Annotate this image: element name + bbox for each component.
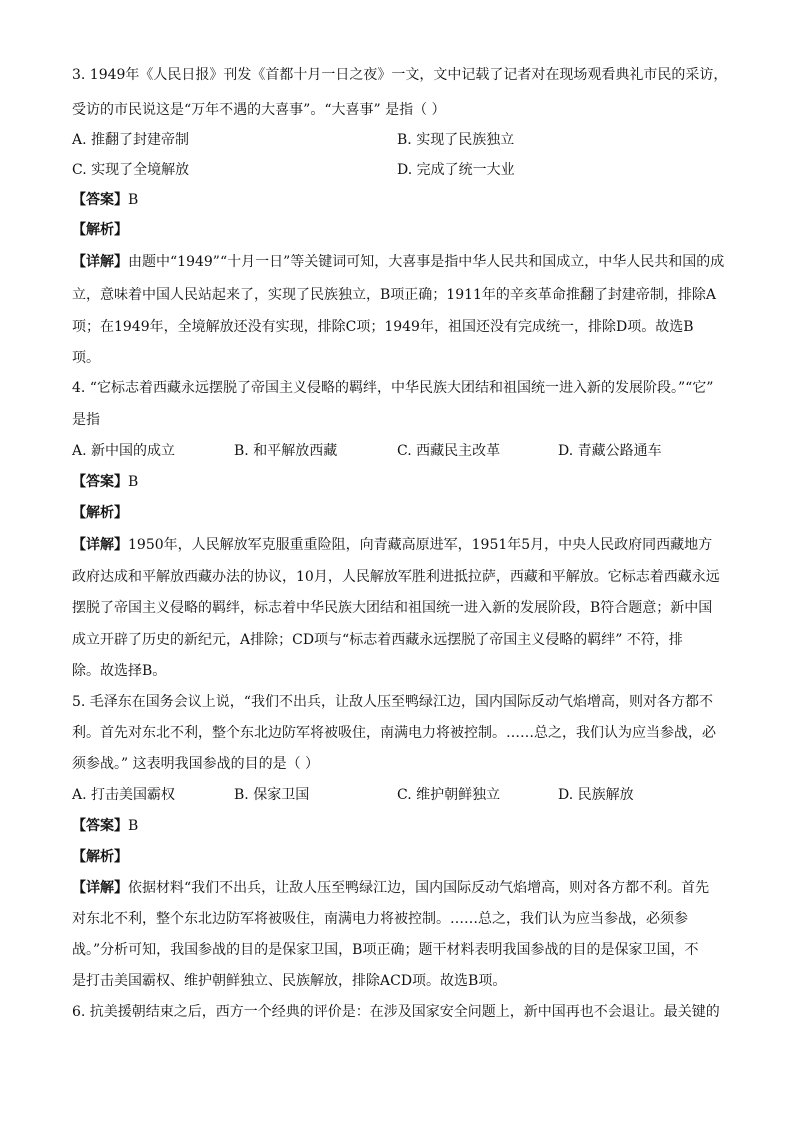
detail-text: 依据材料“我们不出兵，让敌人压至鸭绿江边，国内国际反动气焰增高，则对各方都不利。首先: [128, 880, 710, 896]
answer-value: B: [128, 474, 139, 490]
answer-tag: 【答案】: [72, 818, 128, 834]
q3-analysis-tag: [72, 220, 724, 240]
q5-answer: [72, 816, 724, 836]
q3-answer: [72, 190, 724, 210]
q4-detail-line-5: 除。故选择B。: [72, 663, 167, 679]
q5-analysis-tag: [72, 847, 724, 867]
q4-option-a: A. 新中国的成立: [72, 443, 176, 459]
q5-stem-line-1: 5. 毛泽东在国务会议上说，“我们不出兵，让敌人压至鸭绿江边，国内国际反动气焰增高，则对各方都不: [72, 694, 713, 710]
q3-option-b: B. 实现了民族独立: [397, 132, 515, 148]
q5-stem-line-3: 须参战。” 这表明我国参战的目的是（ ）: [72, 756, 320, 772]
detail-tag: 【详解】: [72, 880, 128, 896]
q5-option-b: B. 保家卫国: [234, 787, 310, 803]
q3-option-a: A. 推翻了封建帝制: [72, 132, 190, 148]
q4-answer: [72, 472, 724, 492]
q3-stem-line-2: 受访的市民说这是“万年不遇的大喜事”。“大喜事” 是指（ ）: [72, 102, 446, 118]
q4-stem-line-2: 是指: [72, 412, 100, 428]
q3-option-d: D. 完成了统一大业: [397, 162, 515, 178]
q3-stem-line-1: 3. 1949年《人民日报》刊发《首都十月一日之夜》一文，文中记载了记者对在现场观看典礼市民的采访，: [72, 67, 728, 83]
q5-detail-line-2: 对东北不利，整个东北边防军将被吸住，南满电力将被控制。……总之，我们认为应当参战，必须参: [72, 911, 688, 927]
q5-stem-line-2: 利。首先对东北不利，整个东北边防军将被吸住，南满电力将被控制。……总之，我们认为应当参战，必: [72, 725, 716, 741]
q4-detail-line-1: [72, 535, 724, 555]
answer-value: B: [128, 192, 139, 208]
detail-tag: 【详解】: [72, 537, 128, 553]
answer-value: B: [128, 818, 139, 834]
analysis-tag: 【解析】: [72, 505, 128, 521]
detail-tag: 【详解】: [72, 254, 128, 270]
q5-option-a: A. 打击美国霸权: [72, 787, 176, 803]
q3-detail-line-3: 项；在1949年，全境解放还没有实现，排除C项；1949年，祖国还没有完成统一，排除D项。故选B: [72, 319, 694, 335]
answer-tag: 【答案】: [72, 192, 128, 208]
q6-stem-line-1: 6. 抗美援朝结束之后，西方一个经典的评价是：在涉及国家安全问题上，新中国再也不会退让。最关键的: [72, 1004, 720, 1020]
q3-detail-line-1: [72, 252, 724, 272]
q4-option-d: D. 青藏公路通车: [558, 443, 662, 459]
q5-detail-line-4: 是打击美国霸权、维护朝鲜独立、民族解放，排除ACD项。故选B项。: [72, 973, 507, 989]
q5-option-d: D. 民族解放: [558, 787, 634, 803]
q3-detail-line-2: 立，意味着中国人民站起来了，实现了民族独立，B项正确；1911年的辛亥革命推翻了封建帝制，排除A: [72, 287, 717, 303]
q5-detail-line-3: 战。”分析可知，我国参战的目的是保家卫国，B项正确；题干材料表明我国参战的目的是保家卫国，不: [72, 942, 699, 958]
q4-detail-line-4: 成立开辟了历史的新纪元，A排除；CD项与“标志着西藏永远摆脱了帝国主义侵略的羁绊” 不符，排: [72, 632, 683, 648]
q4-analysis-tag: [72, 503, 724, 523]
q4-detail-line-3: 摆脱了帝国主义侵略的羁绊，标志着中华民族大团结和祖国统一进入新的发展阶段，B符合题意；新中国: [72, 600, 713, 616]
q3-option-c: C. 实现了全境解放: [72, 162, 190, 178]
detail-text: 由题中“1949”“十月一日”等关键词可知，大喜事是指中华人民共和国成立，中华人民共和国的成: [128, 254, 725, 270]
analysis-tag: 【解析】: [72, 222, 128, 238]
answer-tag: 【答案】: [72, 474, 128, 490]
q4-option-b: B. 和平解放西藏: [234, 443, 338, 459]
q4-option-c: C. 西藏民主改革: [397, 443, 501, 459]
q5-detail-line-1: [72, 878, 724, 898]
q4-stem-line-1: 4. “它标志着西藏永远摆脱了帝国主义侵略的羁绊，中华民族大团结和祖国统一进入新的发展阶段。”“它”: [72, 380, 714, 396]
analysis-tag: 【解析】: [72, 849, 128, 865]
q5-option-c: C. 维护朝鲜独立: [397, 787, 501, 803]
detail-text: 1950年，人民解放军克服重重险阻，向青藏高原进军，1951年5月，中央人民政府同西藏地方: [128, 537, 713, 553]
q3-detail-line-4: 项。: [72, 350, 100, 366]
q4-detail-line-2: 政府达成和平解放西藏办法的协议，10月，人民解放军胜利进抵拉萨，西藏和平解放。它标志着西藏永远: [72, 569, 720, 585]
